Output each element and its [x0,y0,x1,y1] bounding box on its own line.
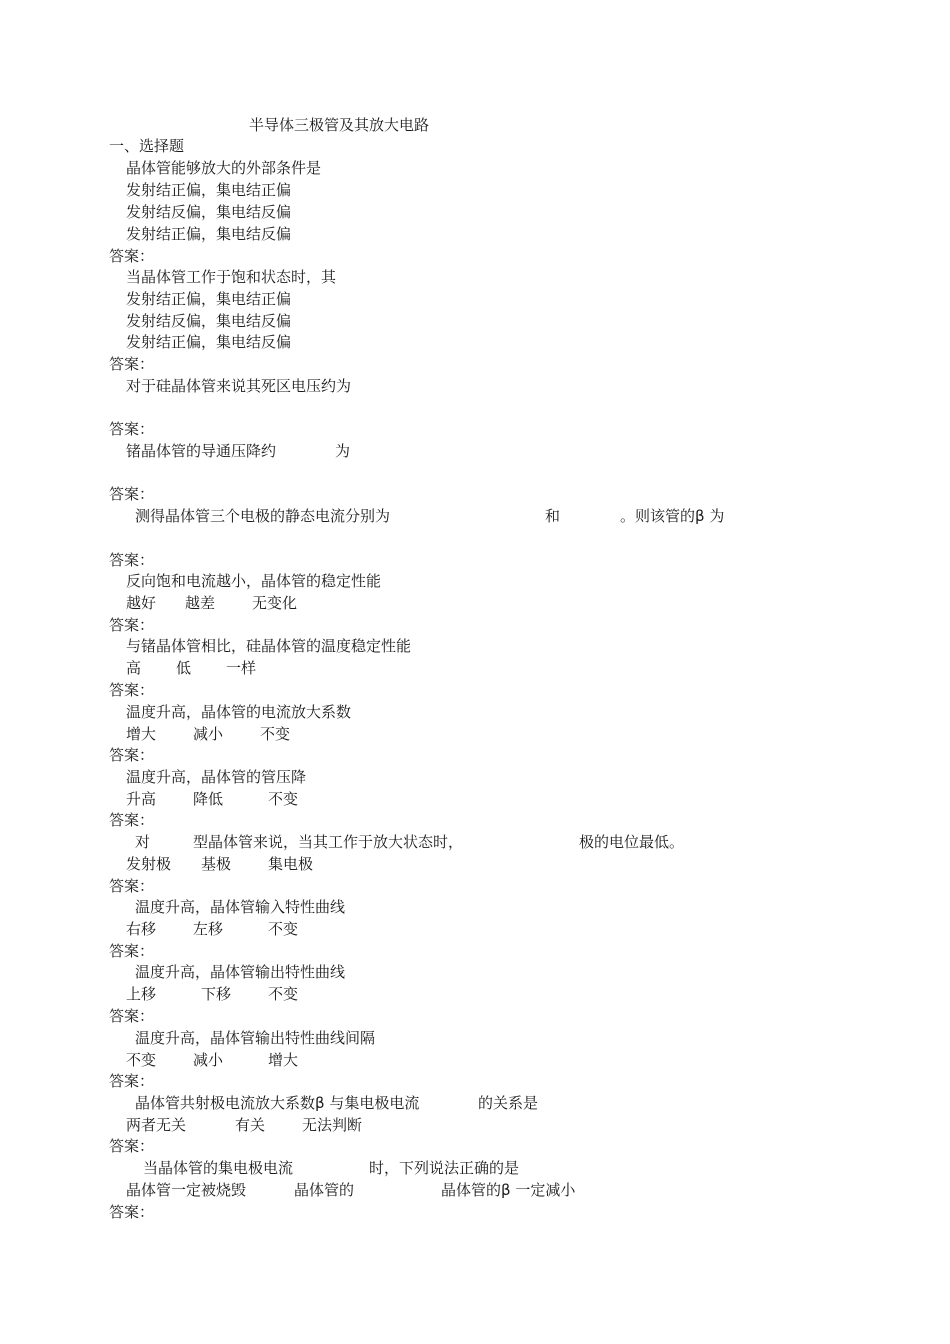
question-14-option: 两者无关 [126,1116,187,1134]
answer-label: 答案： [109,942,155,960]
question-13-text: 温度升高，晶体管输出特性曲线间隔 [135,1029,376,1047]
question-4-tail: 为 [335,442,351,460]
question-6-option: 越好 [126,594,157,612]
question-7-option: 一样 [226,659,257,677]
question-1-option: 发射结正偏，集电结反偏 [126,225,292,243]
question-14-option: 有关 [235,1116,266,1134]
answer-label: 答案： [109,247,155,265]
question-1-option: 发射结反偏，集电结反偏 [126,203,292,221]
answer-label: 答案： [109,1007,155,1025]
answer-label: 答案： [109,1072,155,1090]
question-14-text: 晶体管共射极电流放大系数β 与集电极电流 [135,1094,420,1112]
question-12-option: 上移 [126,985,157,1003]
question-7-option: 高 [126,659,142,677]
question-15-tail: 时，下列说法正确的是 [369,1159,520,1177]
question-2-option: 发射结正偏，集电结反偏 [126,333,292,351]
question-13-option: 减小 [193,1051,224,1069]
question-10-tail: 极的电位最低。 [579,833,685,851]
section-heading: 一、选择题 [109,137,185,155]
question-14-option: 无法判断 [302,1116,363,1134]
answer-label: 答案： [109,681,155,699]
question-9-text: 温度升高，晶体管的管压降 [126,768,307,786]
document-title: 半导体三极管及其放大电路 [249,116,430,134]
answer-label: 答案： [109,616,155,634]
question-9-option: 不变 [268,790,299,808]
question-10-option: 集电极 [268,855,314,873]
question-15-option: 晶体管一定被烧毁 [126,1181,247,1199]
question-8-option: 不变 [260,725,291,743]
question-3-text: 对于硅晶体管来说其死区电压约为 [126,377,352,395]
question-8-option: 减小 [193,725,224,743]
question-2-text: 当晶体管工作于饱和状态时，其 [126,268,337,286]
question-15-option: 晶体管的 [294,1181,355,1199]
question-11-text: 温度升高，晶体管输入特性曲线 [135,898,346,916]
question-6-text: 反向饱和电流越小，晶体管的稳定性能 [126,572,382,590]
answer-label: 答案： [109,811,155,829]
question-15-text: 当晶体管的集电极电流 [143,1159,294,1177]
question-12-option: 下移 [201,985,232,1003]
question-10-pre: 对 [135,833,151,851]
question-8-text: 温度升高，晶体管的电流放大系数 [126,703,352,721]
answer-label: 答案： [109,420,155,438]
question-7-option: 低 [176,659,192,677]
question-10-option: 发射极 [126,855,172,873]
answer-label: 答案： [109,1203,155,1221]
question-2-option: 发射结正偏，集电结正偏 [126,290,292,308]
answer-label: 答案： [109,1137,155,1155]
question-9-option: 升高 [126,790,157,808]
question-6-option: 无变化 [252,594,298,612]
question-13-option: 增大 [268,1051,299,1069]
question-1-text: 晶体管能够放大的外部条件是 [126,159,322,177]
answer-label: 答案： [109,355,155,373]
question-14-tail: 的关系是 [478,1094,539,1112]
question-11-option: 左移 [193,920,224,938]
question-10-option: 基极 [201,855,232,873]
question-4-text: 锗晶体管的导通压降约 [126,442,277,460]
question-2-option: 发射结反偏，集电结反偏 [126,312,292,330]
answer-label: 答案： [109,551,155,569]
question-11-option: 右移 [126,920,157,938]
answer-label: 答案： [109,485,155,503]
question-6-option: 越差 [185,594,216,612]
question-15-option: 晶体管的β 一定减小 [441,1181,576,1199]
question-5-text: 测得晶体管三个电极的静态电流分别为 [135,507,391,525]
question-12-option: 不变 [268,985,299,1003]
question-7-text: 与锗晶体管相比，硅晶体管的温度稳定性能 [126,637,412,655]
answer-label: 答案： [109,877,155,895]
question-9-option: 降低 [193,790,224,808]
question-1-option: 发射结正偏，集电结正偏 [126,181,292,199]
question-5-mid: 和 [545,507,561,525]
question-8-option: 增大 [126,725,157,743]
answer-label: 答案： [109,746,155,764]
question-12-text: 温度升高，晶体管输出特性曲线 [135,963,346,981]
question-11-option: 不变 [268,920,299,938]
question-13-option: 不变 [126,1051,157,1069]
question-5-tail: 。则该管的β 为 [620,507,725,525]
question-10-text: 型晶体管来说，当其工作于放大状态时， [193,833,464,851]
